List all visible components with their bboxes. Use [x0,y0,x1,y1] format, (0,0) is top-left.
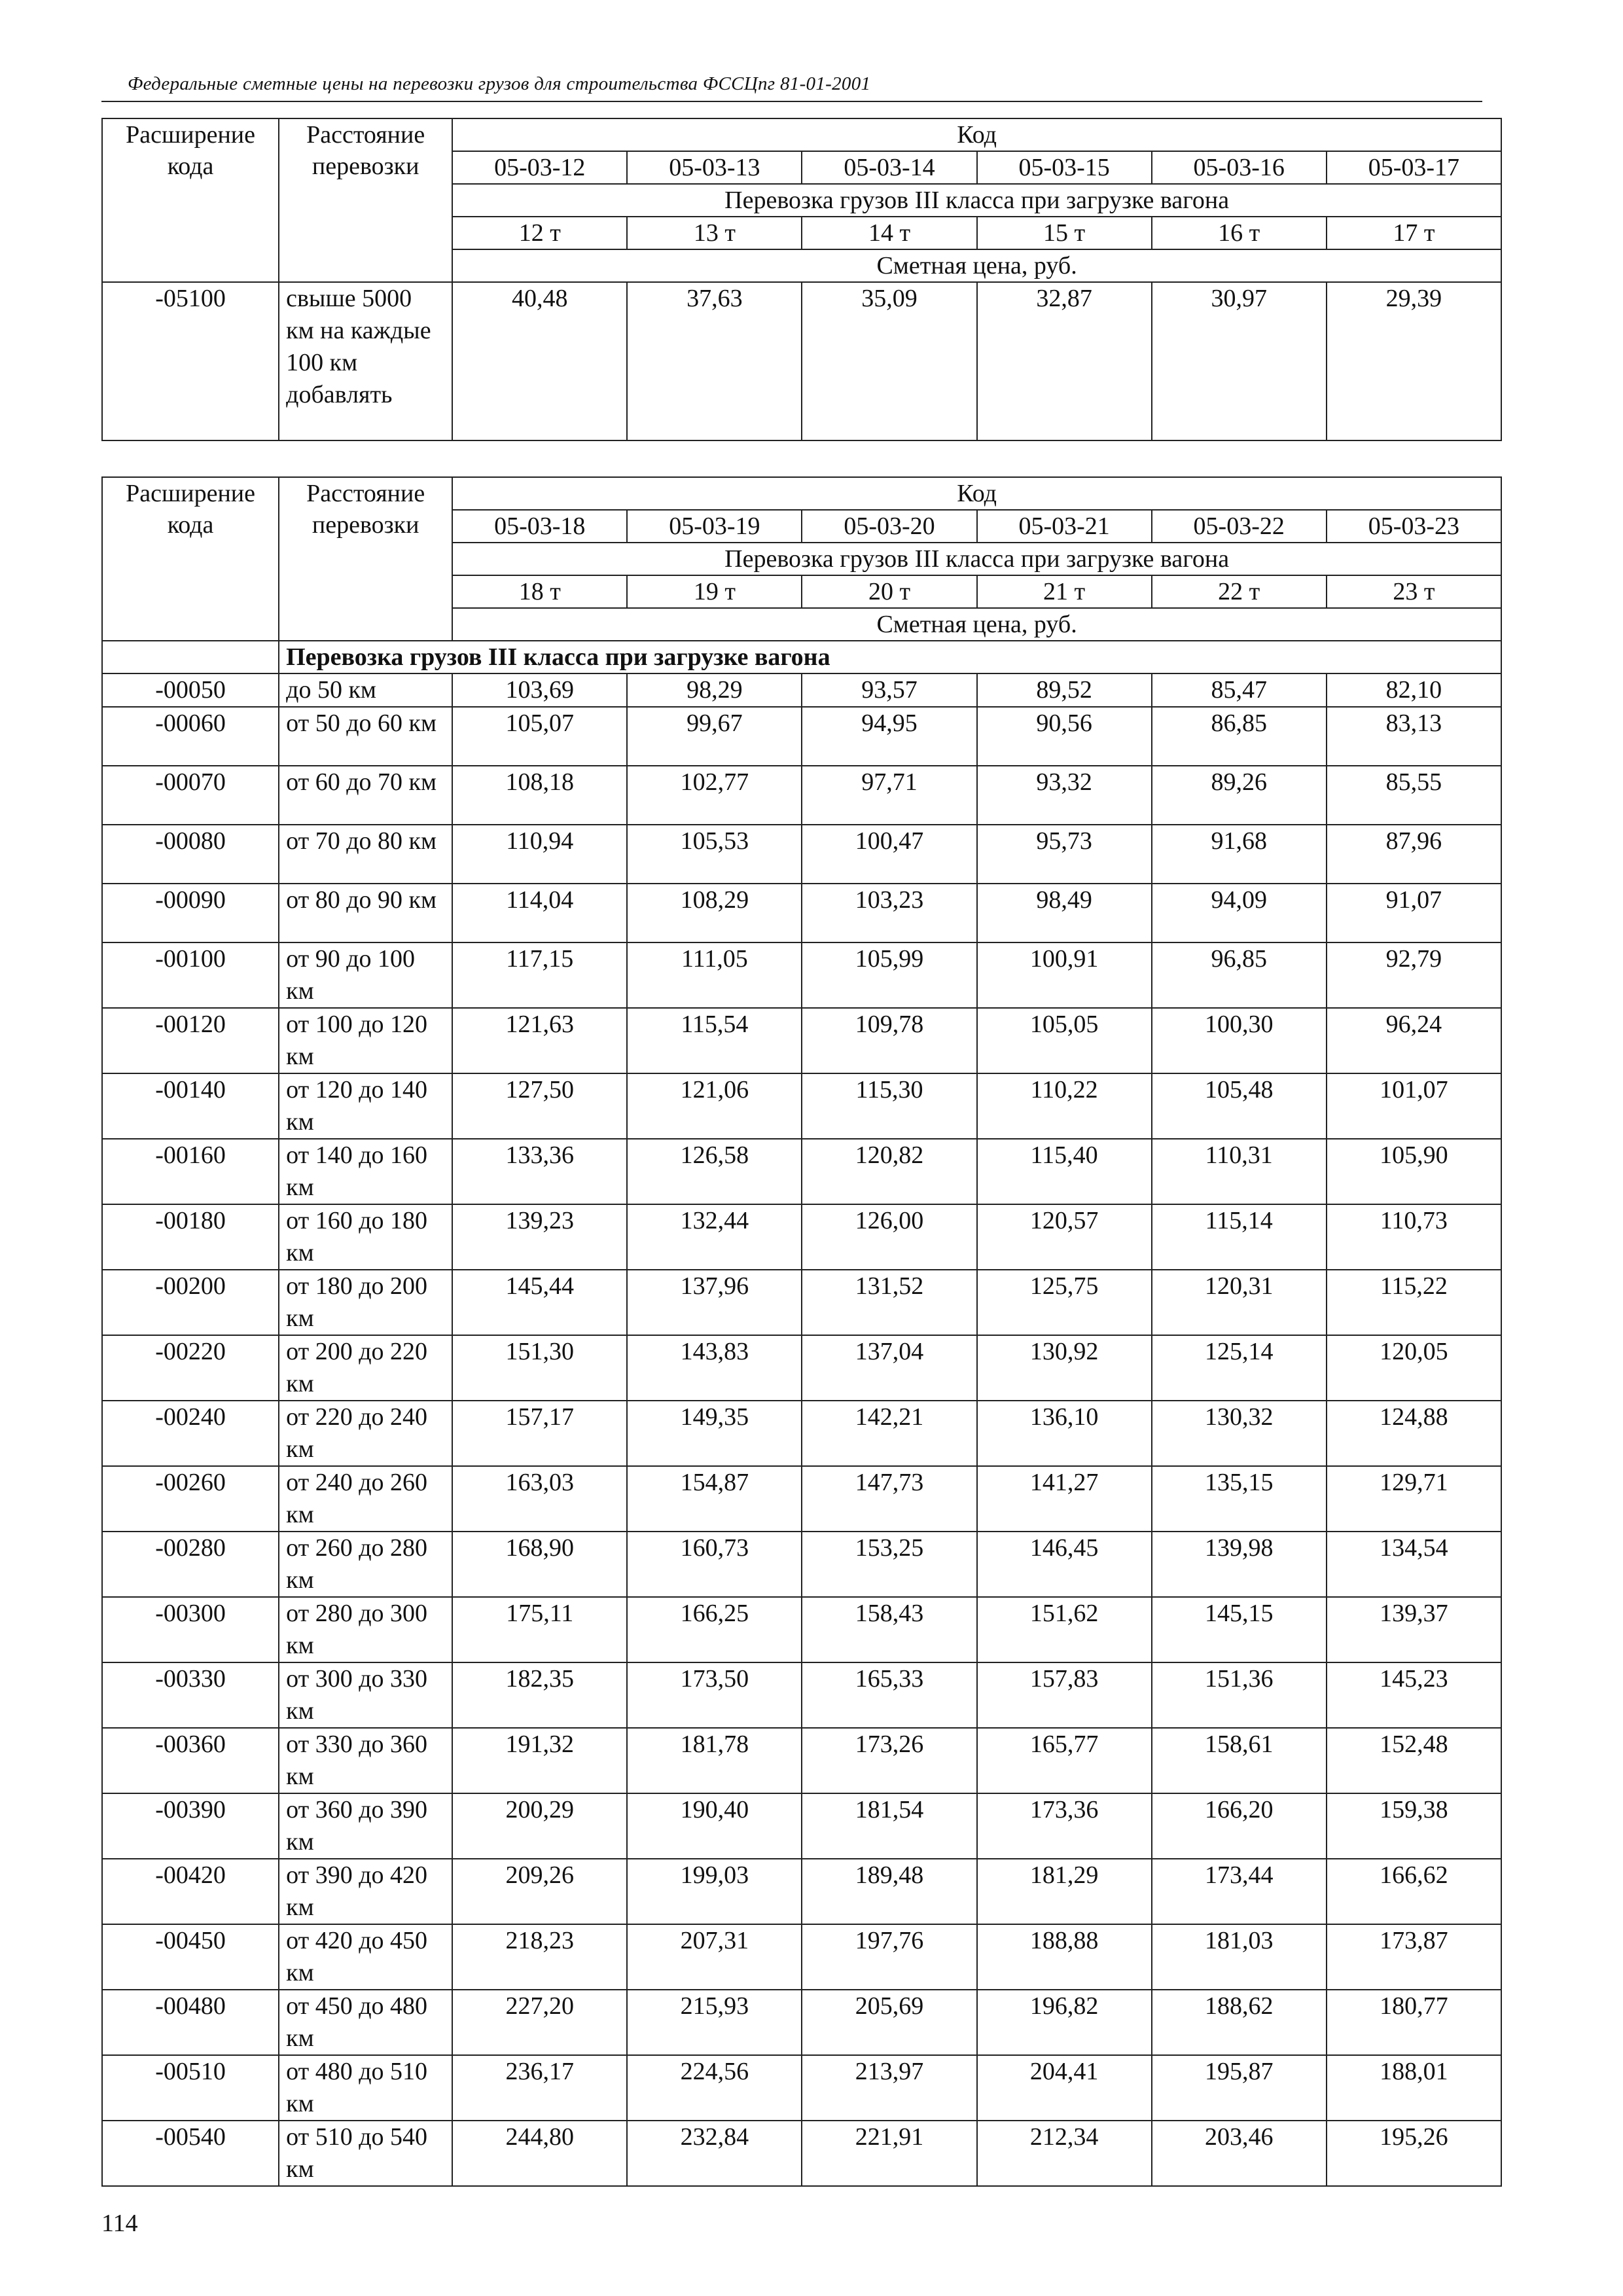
table-row [102,282,1501,440]
row-distance: от 180 до 200 км [279,1270,452,1335]
price-value: 96,85 [1152,942,1327,1008]
table-row [102,1532,1501,1597]
row-code: -00510 [102,2055,279,2121]
price-value: 151,36 [1152,1662,1327,1728]
row-code: -00090 [102,884,279,942]
price-value: 147,73 [802,1466,976,1532]
table-row [102,673,1501,707]
cargo-class-header: Перевозка грузов III класса при загрузке вагона [452,543,1501,575]
running-header: Федеральные сметные цены на перевозки грузов для строительства ФССЦпг 81-01-2001 [128,73,871,94]
price-value: 91,07 [1327,884,1501,942]
price-value: 221,91 [802,2121,976,2186]
row-code: -00050 [102,673,279,707]
row-distance: от 360 до 390 км [279,1793,452,1859]
price-value: 121,63 [452,1008,627,1073]
table-row [102,1270,1501,1335]
table-row [102,1859,1501,1924]
table-row [102,1073,1501,1139]
tonnage-cell: 20 т [802,575,976,608]
table-row [102,1728,1501,1793]
tonnage-cell: 15 т [977,217,1152,249]
price-value: 232,84 [627,2121,802,2186]
row-code: -00100 [102,942,279,1008]
price-value: 236,17 [452,2055,627,2121]
price-value: 115,54 [627,1008,802,1073]
price-value: 188,62 [1152,1990,1327,2055]
row-distance: от 450 до 480 км [279,1990,452,2055]
price-value: 111,05 [627,942,802,1008]
page-number: 114 [101,2210,138,2237]
price-value: 212,34 [977,2121,1152,2186]
price-value: 94,95 [802,707,976,766]
row-distance: от 420 до 450 км [279,1924,452,1990]
price-value: 191,32 [452,1728,627,1793]
row-distance: от 120 до 140 км [279,1073,452,1139]
price-value: 173,87 [1327,1924,1501,1990]
tonnage-cell: 18 т [452,575,627,608]
price-value: 139,23 [452,1204,627,1270]
price-value: 159,38 [1327,1793,1501,1859]
row-code: -00390 [102,1793,279,1859]
price-value: 145,15 [1152,1597,1327,1662]
price-value: 110,73 [1327,1204,1501,1270]
price-value: 86,85 [1152,707,1327,766]
table-row [102,1990,1501,2055]
price-value: 96,24 [1327,1008,1501,1073]
price-value: 101,07 [1327,1073,1501,1139]
code-cell: 05-03-23 [1327,510,1501,543]
price-value: 205,69 [802,1990,976,2055]
row-code: -00450 [102,1924,279,1990]
distance-header: Расстояние перевозки [279,118,452,282]
price-value: 89,52 [977,673,1152,707]
price-value: 125,75 [977,1270,1152,1335]
row-distance: до 50 км [279,673,452,707]
row-distance: от 100 до 120 км [279,1008,452,1073]
tonnage-cell: 19 т [627,575,802,608]
price-value: 83,13 [1327,707,1501,766]
price-value: 203,46 [1152,2121,1327,2186]
price-value: 227,20 [452,1990,627,2055]
price-value: 93,57 [802,673,976,707]
price-value: 188,88 [977,1924,1152,1990]
price-value: 40,48 [452,282,627,440]
price-value: 135,15 [1152,1466,1327,1532]
price-value: 244,80 [452,2121,627,2186]
price-value: 151,62 [977,1597,1152,1662]
row-code: -00180 [102,1204,279,1270]
code-cell: 05-03-16 [1152,151,1327,184]
price-value: 105,90 [1327,1139,1501,1204]
price-value: 32,87 [977,282,1152,440]
price-unit-header: Сметная цена, руб. [452,608,1501,641]
price-value: 182,35 [452,1662,627,1728]
row-code: -00120 [102,1008,279,1073]
price-value: 166,25 [627,1597,802,1662]
row-distance: от 140 до 160 км [279,1139,452,1204]
price-value: 136,10 [977,1401,1152,1466]
table-row [102,1008,1501,1073]
price-value: 181,03 [1152,1924,1327,1990]
cargo-class-header: Перевозка грузов III класса при загрузке вагона [452,184,1501,217]
distance-header: Расстояние перевозки [279,477,452,641]
price-value: 120,05 [1327,1335,1501,1401]
price-value: 152,48 [1327,1728,1501,1793]
price-value: 110,31 [1152,1139,1327,1204]
price-value: 115,14 [1152,1204,1327,1270]
price-value: 213,97 [802,2055,976,2121]
price-value: 90,56 [977,707,1152,766]
price-value: 181,29 [977,1859,1152,1924]
code-cell: 05-03-12 [452,151,627,184]
price-value: 100,47 [802,825,976,884]
tonnage-cell: 22 т [1152,575,1327,608]
price-value: 130,92 [977,1335,1152,1401]
price-value: 165,33 [802,1662,976,1728]
price-value: 108,29 [627,884,802,942]
price-value: 89,26 [1152,766,1327,825]
ext-code-header: Расширение кода [102,118,279,282]
price-value: 124,88 [1327,1401,1501,1466]
table-row [102,1401,1501,1466]
price-value: 105,07 [452,707,627,766]
price-value: 92,79 [1327,942,1501,1008]
tonnage-cell: 13 т [627,217,802,249]
price-value: 195,26 [1327,2121,1501,2186]
price-value: 157,17 [452,1401,627,1466]
price-value: 165,77 [977,1728,1152,1793]
price-value: 110,22 [977,1073,1152,1139]
price-value: 94,09 [1152,884,1327,942]
price-value: 196,82 [977,1990,1152,2055]
row-distance: от 60 до 70 км [279,766,452,825]
price-value: 143,83 [627,1335,802,1401]
price-value: 158,61 [1152,1728,1327,1793]
section-title: Перевозка грузов III класса при загрузке вагона [279,641,1501,673]
price-value: 100,91 [977,942,1152,1008]
table-row [102,707,1501,766]
price-value: 30,97 [1152,282,1327,440]
table-row [102,1662,1501,1728]
row-distance: от 90 до 100 км [279,942,452,1008]
row-code: -00200 [102,1270,279,1335]
price-value: 103,69 [452,673,627,707]
code-header: Код [452,118,1501,151]
table-row [102,1335,1501,1401]
price-table-2 [101,476,1502,2187]
row-distance: от 260 до 280 км [279,1532,452,1597]
price-value: 120,31 [1152,1270,1327,1335]
price-value: 154,87 [627,1466,802,1532]
price-value: 129,71 [1327,1466,1501,1532]
price-value: 160,73 [627,1532,802,1597]
price-value: 93,32 [977,766,1152,825]
code-cell: 05-03-13 [627,151,802,184]
row-code: -00280 [102,1532,279,1597]
code-cell: 05-03-21 [977,510,1152,543]
row-code: -00330 [102,1662,279,1728]
price-value: 197,76 [802,1924,976,1990]
section-code-blank [102,641,279,673]
row-code: -00360 [102,1728,279,1793]
price-table-1 [101,118,1502,441]
price-value: 149,35 [627,1401,802,1466]
row-code: -00240 [102,1401,279,1466]
price-value: 137,96 [627,1270,802,1335]
row-distance: свыше 5000 км на каждые 100 км добавлять [279,282,452,440]
price-value: 103,23 [802,884,976,942]
row-code: -00220 [102,1335,279,1401]
table-row [102,1204,1501,1270]
row-code: -00300 [102,1597,279,1662]
price-value: 209,26 [452,1859,627,1924]
row-distance: от 330 до 360 км [279,1728,452,1793]
price-value: 126,58 [627,1139,802,1204]
price-value: 215,93 [627,1990,802,2055]
price-value: 91,68 [1152,825,1327,884]
price-value: 120,82 [802,1139,976,1204]
price-value: 181,54 [802,1793,976,1859]
price-value: 126,00 [802,1204,976,1270]
row-distance: от 240 до 260 км [279,1466,452,1532]
price-value: 145,23 [1327,1662,1501,1728]
price-value: 180,77 [1327,1990,1501,2055]
price-value: 181,78 [627,1728,802,1793]
row-distance: от 220 до 240 км [279,1401,452,1466]
price-value: 173,50 [627,1662,802,1728]
price-value: 131,52 [802,1270,976,1335]
price-value: 105,05 [977,1008,1152,1073]
price-value: 199,03 [627,1859,802,1924]
row-distance: от 70 до 80 км [279,825,452,884]
row-distance: от 50 до 60 км [279,707,452,766]
row-code: -05100 [102,282,279,440]
price-value: 125,14 [1152,1335,1327,1401]
price-value: 115,30 [802,1073,976,1139]
price-value: 98,49 [977,884,1152,942]
table-row [102,1597,1501,1662]
tonnage-cell: 17 т [1327,217,1501,249]
price-value: 189,48 [802,1859,976,1924]
price-value: 110,94 [452,825,627,884]
price-value: 114,04 [452,884,627,942]
price-value: 120,57 [977,1204,1152,1270]
price-value: 157,83 [977,1662,1152,1728]
price-value: 139,98 [1152,1532,1327,1597]
price-value: 175,11 [452,1597,627,1662]
price-value: 115,40 [977,1139,1152,1204]
table-row [102,2121,1501,2186]
row-code: -00480 [102,1990,279,2055]
price-value: 85,47 [1152,673,1327,707]
table-row [102,884,1501,942]
price-value: 166,20 [1152,1793,1327,1859]
tonnage-cell: 16 т [1152,217,1327,249]
price-value: 153,25 [802,1532,976,1597]
price-value: 108,18 [452,766,627,825]
price-value: 29,39 [1327,282,1501,440]
tonnage-cell: 23 т [1327,575,1501,608]
tonnage-cell: 14 т [802,217,976,249]
price-value: 142,21 [802,1401,976,1466]
price-value: 95,73 [977,825,1152,884]
header-divider [101,101,1482,102]
row-distance: от 300 до 330 км [279,1662,452,1728]
price-value: 173,26 [802,1728,976,1793]
price-value: 99,67 [627,707,802,766]
row-distance: от 480 до 510 км [279,2055,452,2121]
code-header: Код [452,477,1501,510]
row-code: -00060 [102,707,279,766]
price-value: 158,43 [802,1597,976,1662]
code-cell: 05-03-14 [802,151,976,184]
price-value: 82,10 [1327,673,1501,707]
price-value: 85,55 [1327,766,1501,825]
code-cell: 05-03-15 [977,151,1152,184]
code-cell: 05-03-22 [1152,510,1327,543]
code-cell: 05-03-18 [452,510,627,543]
row-distance: от 390 до 420 км [279,1859,452,1924]
row-distance: от 510 до 540 км [279,2121,452,2186]
code-cell: 05-03-20 [802,510,976,543]
table-row [102,825,1501,884]
price-value: 121,06 [627,1073,802,1139]
table-row [102,1793,1501,1859]
table-row [102,2055,1501,2121]
row-distance: от 80 до 90 км [279,884,452,942]
row-distance: от 200 до 220 км [279,1335,452,1401]
price-value: 145,44 [452,1270,627,1335]
price-value: 190,40 [627,1793,802,1859]
code-cell: 05-03-17 [1327,151,1501,184]
price-value: 173,44 [1152,1859,1327,1924]
price-value: 130,32 [1152,1401,1327,1466]
ext-code-header: Расширение кода [102,477,279,641]
price-value: 146,45 [977,1532,1152,1597]
row-code: -00420 [102,1859,279,1924]
price-value: 141,27 [977,1466,1152,1532]
price-value: 188,01 [1327,2055,1501,2121]
price-value: 109,78 [802,1008,976,1073]
row-distance: от 280 до 300 км [279,1597,452,1662]
table-row [102,1139,1501,1204]
price-value: 200,29 [452,1793,627,1859]
price-value: 98,29 [627,673,802,707]
row-code: -00540 [102,2121,279,2186]
tonnage-cell: 21 т [977,575,1152,608]
price-value: 218,23 [452,1924,627,1990]
price-value: 117,15 [452,942,627,1008]
row-code: -00140 [102,1073,279,1139]
price-value: 100,30 [1152,1008,1327,1073]
row-code: -00070 [102,766,279,825]
table-row [102,1924,1501,1990]
table-row [102,942,1501,1008]
table-row [102,1466,1501,1532]
price-value: 105,48 [1152,1073,1327,1139]
row-code: -00080 [102,825,279,884]
row-code: -00160 [102,1139,279,1204]
price-value: 204,41 [977,2055,1152,2121]
price-value: 97,71 [802,766,976,825]
price-value: 166,62 [1327,1859,1501,1924]
price-value: 224,56 [627,2055,802,2121]
price-value: 139,37 [1327,1597,1501,1662]
price-value: 173,36 [977,1793,1152,1859]
price-value: 37,63 [627,282,802,440]
price-value: 87,96 [1327,825,1501,884]
tonnage-cell: 12 т [452,217,627,249]
price-value: 168,90 [452,1532,627,1597]
price-value: 133,36 [452,1139,627,1204]
price-value: 134,54 [1327,1532,1501,1597]
price-value: 35,09 [802,282,976,440]
price-value: 115,22 [1327,1270,1501,1335]
price-unit-header: Сметная цена, руб. [452,249,1501,282]
price-value: 127,50 [452,1073,627,1139]
price-value: 137,04 [802,1335,976,1401]
row-code: -00260 [102,1466,279,1532]
price-value: 105,99 [802,942,976,1008]
code-cell: 05-03-19 [627,510,802,543]
price-value: 207,31 [627,1924,802,1990]
price-value: 132,44 [627,1204,802,1270]
price-value: 163,03 [452,1466,627,1532]
table-row [102,766,1501,825]
price-value: 151,30 [452,1335,627,1401]
price-value: 105,53 [627,825,802,884]
row-distance: от 160 до 180 км [279,1204,452,1270]
price-value: 102,77 [627,766,802,825]
price-value: 195,87 [1152,2055,1327,2121]
